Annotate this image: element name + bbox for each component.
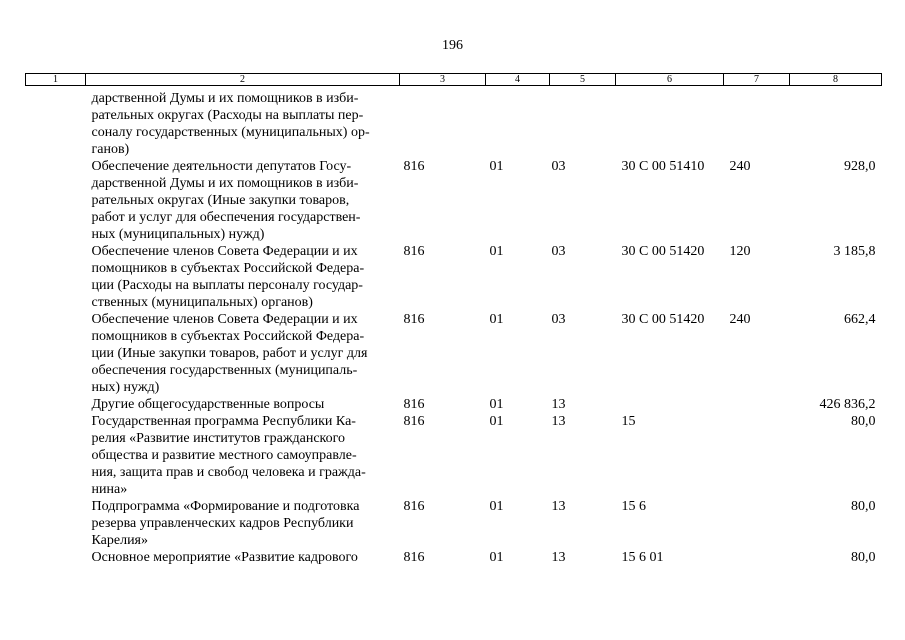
cell-expense-type [724,498,790,549]
description-line: Карелия» [91,533,148,548]
cell-ministry-code: 816 [403,312,425,327]
description-line: Подпрограмма «Формирование и подготовка [91,499,360,514]
column-header-1: 1 [26,74,86,86]
cell-col-1 [26,396,86,413]
cell-section [486,86,550,159]
description-line: ных) нужд) [91,380,160,395]
budget-table [25,73,882,566]
cell-target-article: 15 6 [621,499,646,514]
description-line: дарственной Думы и их помощников в изби- [91,176,359,191]
budget-table-container [25,73,881,566]
cell-description [86,413,400,498]
description-line: обеспечения государственных (муниципаль- [91,363,358,378]
table-row [26,396,882,413]
page-number: 196 [442,38,463,53]
column-header-3: 3 [400,74,486,86]
cell-expense-type [724,396,790,413]
cell-section: 01 [489,397,504,412]
table-row [26,311,882,396]
table-row [26,243,882,311]
cell-col-1 [26,498,86,549]
description-line: ных (муниципальных) нужд) [91,227,265,242]
cell-section: 01 [489,414,504,429]
column-header-2: 2 [86,74,400,86]
cell-col-1 [26,243,86,311]
cell-target-article [616,86,724,159]
table-row [26,498,882,549]
cell-description [86,498,400,549]
cell-ministry-code: 816 [403,159,425,174]
description-line: резерва управленческих кадров Республики [91,516,354,531]
table-row [26,413,882,498]
description-line: помощников в субъектах Российской Федера- [91,261,365,276]
cell-subsection [550,86,616,159]
cell-subsection: 13 [551,397,566,412]
description-line: помощников в субъектах Российской Федера- [91,329,365,344]
description-line: ганов) [91,142,130,157]
cell-subsection: 03 [551,244,566,259]
column-header-5: 5 [550,74,616,86]
cell-description [86,396,400,413]
cell-amount: 80,0 [851,550,876,565]
cell-subsection: 03 [551,159,566,174]
cell-amount: 80,0 [851,499,876,514]
description-line: Государственная программа Республики Ка- [91,414,356,429]
cell-ministry-code [400,86,486,159]
cell-col-1 [26,158,86,243]
cell-subsection: 13 [551,550,566,565]
cell-ministry-code: 816 [403,414,425,429]
cell-amount: 928,0 [844,159,876,174]
description-line: нина» [91,482,128,497]
cell-section: 01 [489,244,504,259]
cell-col-1 [26,413,86,498]
cell-ministry-code: 816 [403,244,425,259]
cell-amount: 80,0 [851,414,876,429]
table-row [26,158,882,243]
column-header-6: 6 [616,74,724,86]
cell-expense-type: 240 [729,159,751,174]
cell-col-1 [26,86,86,159]
cell-amount: 426 836,2 [819,397,876,412]
table-row [26,549,882,566]
cell-ministry-code: 816 [403,550,425,565]
cell-target-article [616,396,724,413]
cell-target-article: 30 С 00 51410 [621,159,705,174]
cell-expense-type [724,549,790,566]
cell-subsection: 13 [551,499,566,514]
description-line: Другие общегосударственные вопросы [91,397,325,412]
cell-section: 01 [489,499,504,514]
column-header-8: 8 [790,74,882,86]
description-line: ции (Иные закупки товаров, работ и услуг для [91,346,368,361]
cell-section: 01 [489,159,504,174]
description-line: общества и развитие местного самоуправле- [91,448,357,463]
cell-amount: 662,4 [844,312,876,327]
cell-expense-type: 240 [729,312,751,327]
cell-col-1 [26,549,86,566]
cell-ministry-code: 816 [403,397,425,412]
table-body [26,86,882,567]
column-header-7: 7 [724,74,790,86]
cell-description [86,311,400,396]
cell-col-1 [26,311,86,396]
cell-target-article: 30 С 00 51420 [621,244,705,259]
description-line: рательных округах (Расходы на выплаты пер- [91,108,364,123]
description-line: дарственной Думы и их помощников в изби- [91,91,359,106]
cell-target-article: 15 [621,414,636,429]
cell-expense-type [724,86,790,159]
cell-section: 01 [489,312,504,327]
description-line: работ и услуг для обеспечения государствен- [91,210,361,225]
cell-description [86,549,400,566]
description-line: Обеспечение членов Совета Федерации и их [91,312,358,327]
cell-description [86,158,400,243]
cell-subsection: 13 [551,414,566,429]
cell-section: 01 [489,550,504,565]
cell-subsection: 03 [551,312,566,327]
description-line: ственных (муниципальных) органов) [91,295,313,310]
description-line: ния, защита прав и свобод человека и гражда- [91,465,366,480]
cell-target-article: 15 6 01 [621,550,664,565]
description-line: соналу государственных (муниципальных) ор- [91,125,370,140]
column-header-4: 4 [486,74,550,86]
cell-expense-type [724,413,790,498]
cell-target-article: 30 С 00 51420 [621,312,705,327]
description-line: ции (Расходы на выплаты персоналу государ- [91,278,363,293]
description-line: Основное мероприятие «Развитие кадрового [91,550,358,565]
description-line: рательных округах (Иные закупки товаров, [91,193,350,208]
description-line: релия «Развитие институтов гражданского [91,431,346,446]
description-line: Обеспечение членов Совета Федерации и их [91,244,358,259]
cell-amount [790,86,882,159]
table-row [26,86,882,159]
cell-expense-type: 120 [729,244,751,259]
cell-ministry-code: 816 [403,499,425,514]
cell-description [86,243,400,311]
cell-description [86,86,400,159]
description-line: Обеспечение деятельности депутатов Госу- [91,159,352,174]
cell-amount: 3 185,8 [833,244,876,259]
column-number-header [26,74,882,86]
